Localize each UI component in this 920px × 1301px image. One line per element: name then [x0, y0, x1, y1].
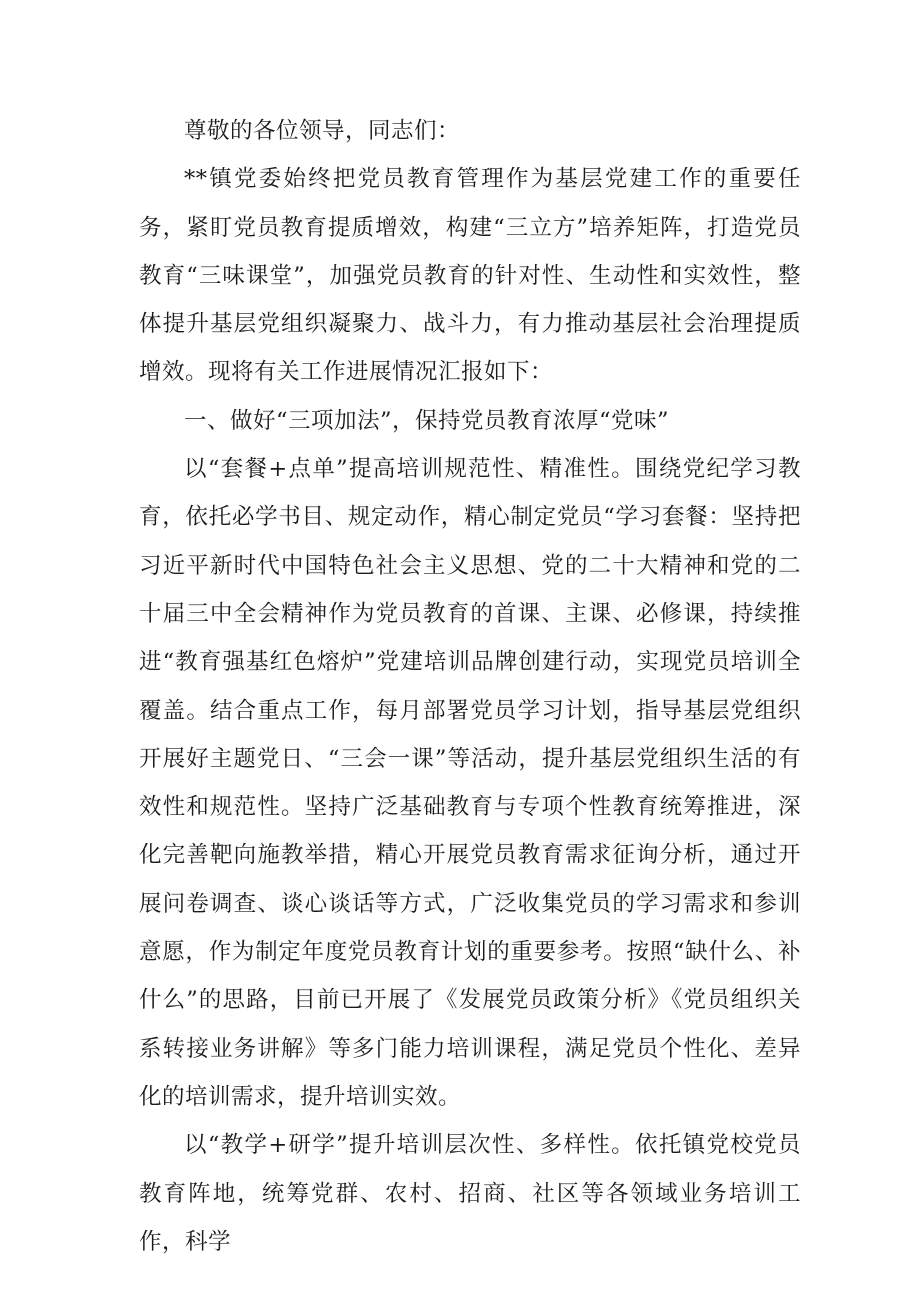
body-paragraph-2: 以“教学+研学”提升培训层次性、多样性。依托镇党校党员教育阵地，统筹党群、农村、招商、社区等各领域业务培训工作，科学 — [139, 1132, 801, 1255]
section-heading-1: 一、做好“三项加法”，保持党员教育浓厚“党味” — [184, 407, 670, 434]
greeting-line: 尊敬的各位领导，同志们： — [184, 118, 461, 144]
body-paragraph-1: 以“套餐+点单”提高培训规范性、精准性。围绕党纪学习教育，依托必学书目、规定动作，精心制定党员“学习套餐：坚持把习近平新时代中国特色社会主义思想、党的二十大精神和党的二十届三中全会精神作为党员教育的首课、主课、必修课，持续推进“教育强基红色熔炉”党建培训品牌创建行动，实现党员培训全覆盖。结合重点工作，每月部署党员学习计划，指导基层党组织开展好主题党日、“三会一课”等活动，提升基层党组织生活的有效性和规范性。坚持广泛基础教育与专项个性教育统筹推进，深化完善靶向施教举措，精心开展党员教育需求征询分析，通过开展问卷调查、谈心谈话等方式，广泛收集党员的学习需求和参训意愿，作为制定年度党员教育计划的重要参考。按照“缺什么、补什么”的思路，目前已开展了《发展党员政策分析》《党员组织关系转接业务讲解》等多门能力培训课程，满足党员个性化、差异化的培训需求，提升培训实效。 — [139, 456, 801, 1110]
document-body — [139, 107, 801, 1266]
intro-paragraph: **镇党委始终把党员教育管理作为基层党建工作的重要任务，紧盯党员教育提质增效，构建“三立方”培养矩阵，打造党员教育“三味课堂”，加强党员教育的针对性、生动性和实效性，整体提升基层党组织凝聚力、战斗力，有力推动基层社会治理提质增效。现将有关工作进展情况汇报如下： — [139, 166, 801, 386]
